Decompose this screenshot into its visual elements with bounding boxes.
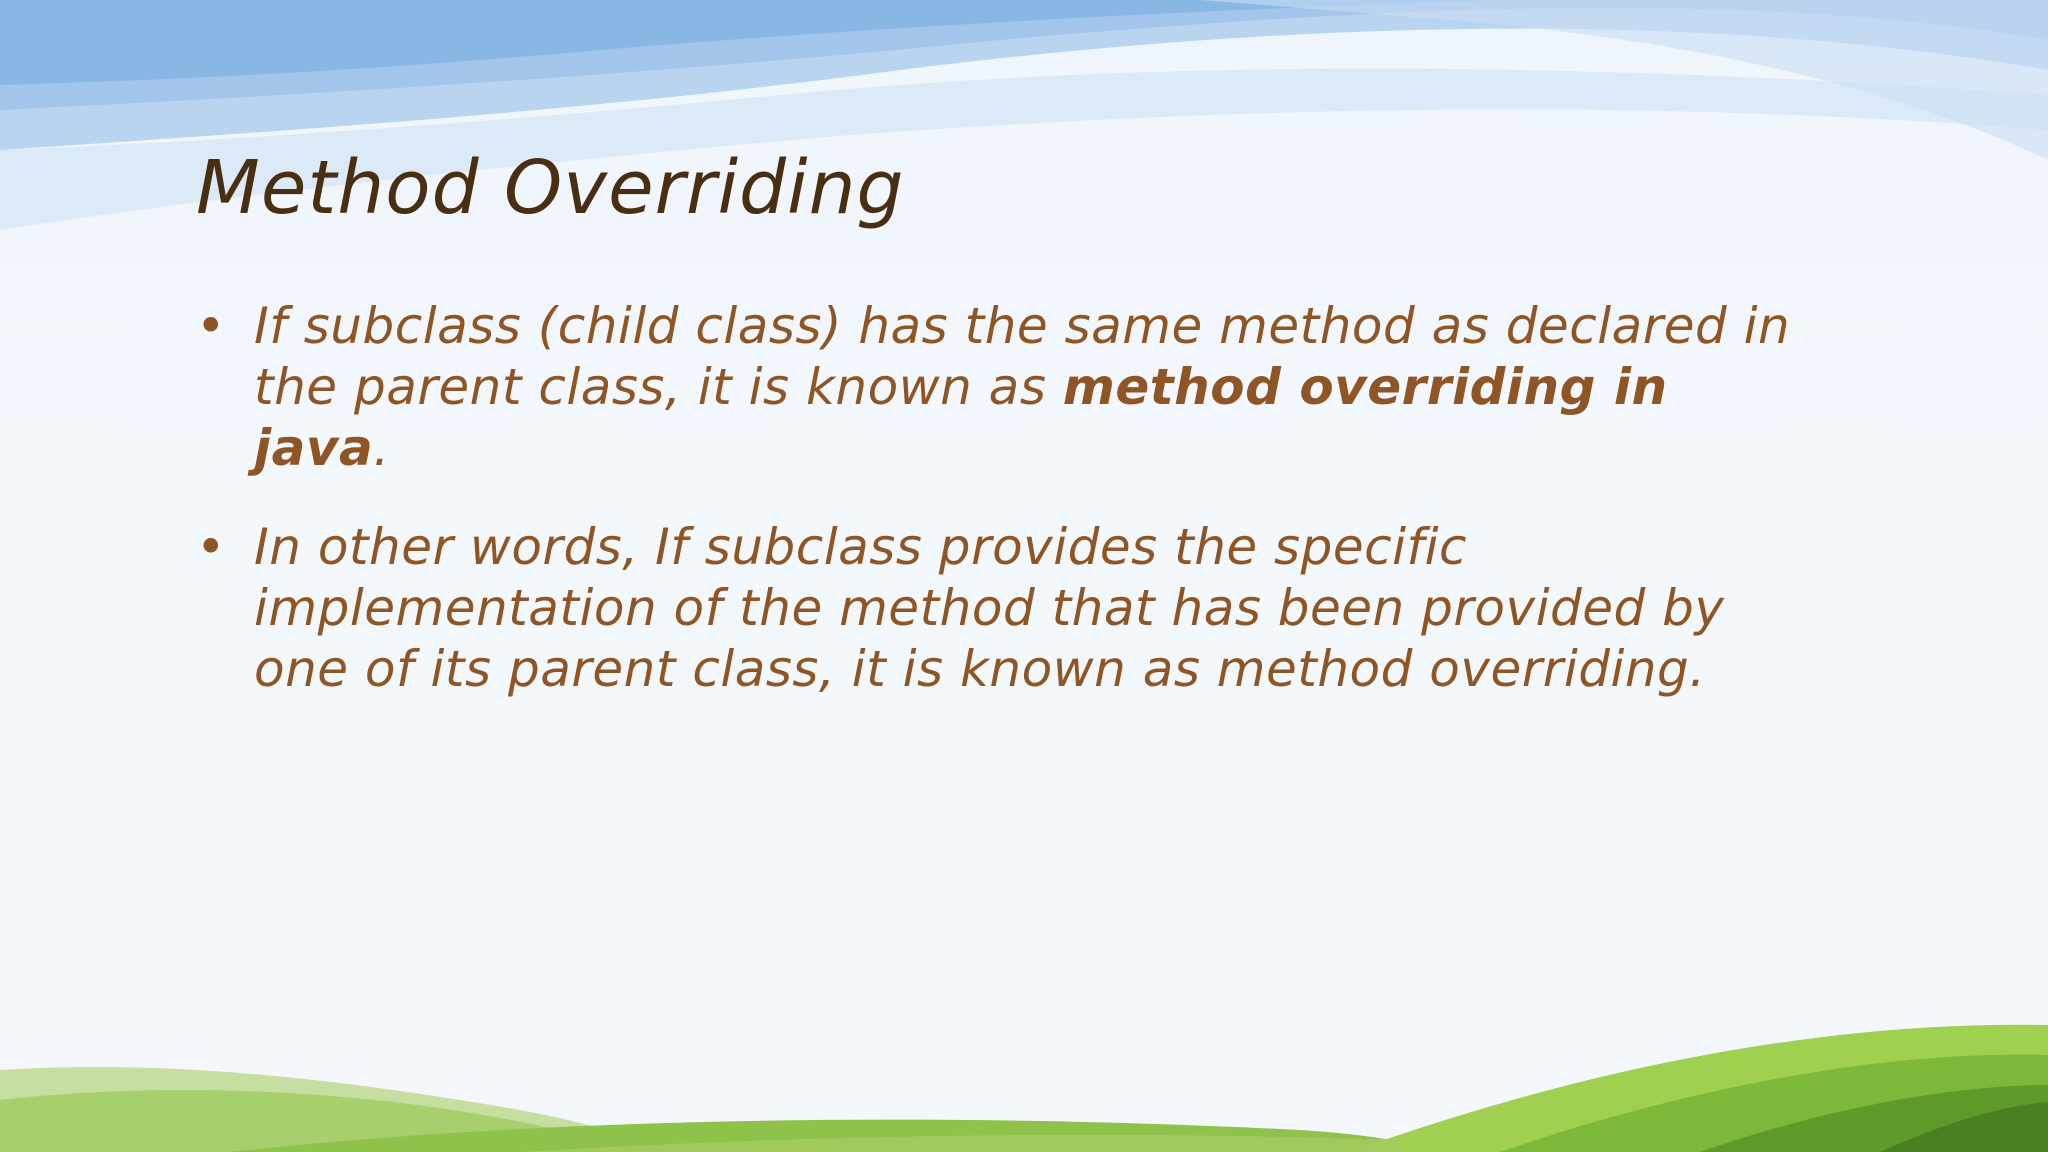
bullet-item-2: [196, 517, 1816, 700]
bullet-list: [196, 296, 1816, 738]
bullet-1-bold-text: method overriding in java: [254, 358, 1668, 477]
bullet-item-1: [196, 296, 1816, 479]
bullet-2-text: In other words, If subclass provides the specific implementation of the method that has been provided by one of its parent class, it is known as method overriding.: [254, 518, 1725, 698]
slide-title: Method Overriding: [196, 145, 905, 231]
bullet-marker: •: [196, 518, 226, 576]
bullet-1-text: If subclass (child class) has the same method as declared in the parent class, it is known as: [254, 297, 1791, 416]
bullet-marker: •: [196, 297, 226, 355]
bullet-1-text-end: .: [373, 419, 390, 477]
